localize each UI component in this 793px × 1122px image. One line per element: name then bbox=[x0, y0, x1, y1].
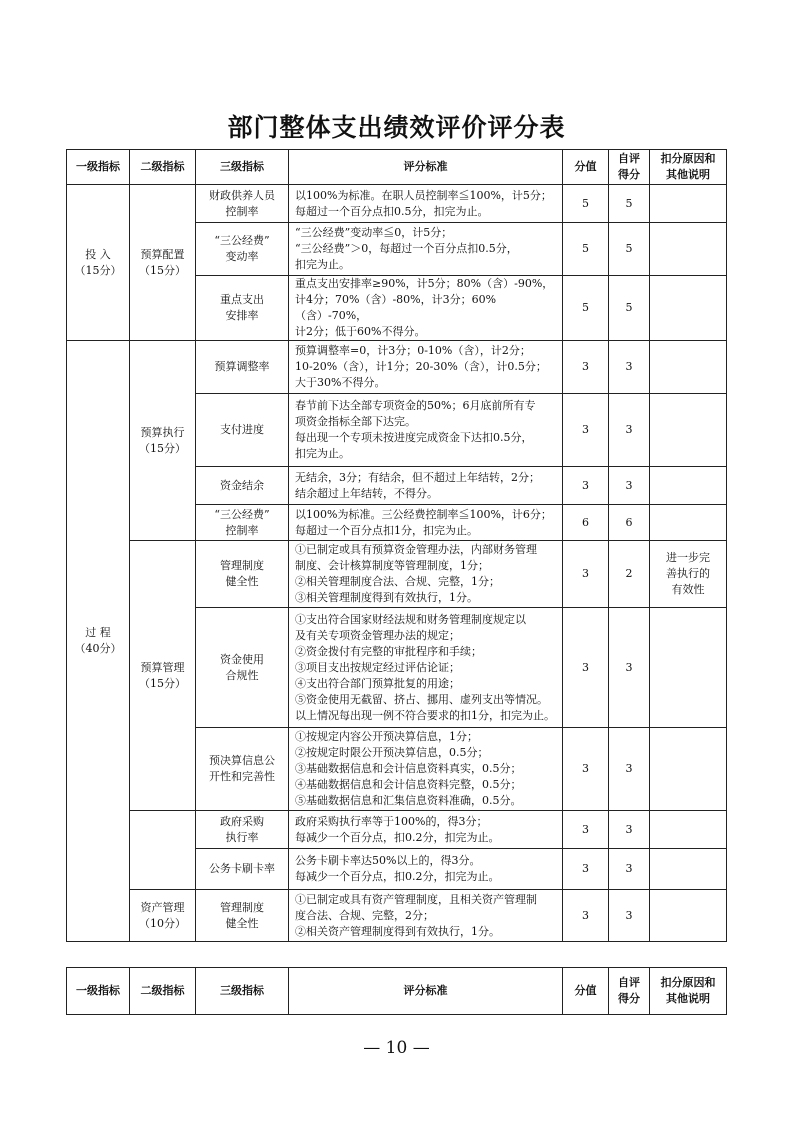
group-budget-config: 预算配置 （15分） bbox=[130, 185, 196, 341]
group-input: 投 入 （15分） bbox=[67, 185, 130, 341]
header-self-score: 自评 得分 bbox=[609, 968, 650, 1015]
table-header-row bbox=[67, 968, 727, 1015]
standard-cell: 重点支出安排率≥90%，计5分；80%（含）-90%， 计4分；70%（含）-80%，计3分；60%（含）-70%， 计2分；低于60%不得分。 bbox=[289, 276, 563, 341]
note-cell bbox=[650, 467, 727, 505]
score-cell: 3 bbox=[563, 467, 609, 505]
header-reason: 扣分原因和 其他说明 bbox=[650, 968, 727, 1015]
header-level2: 二级指标 bbox=[130, 968, 196, 1015]
note-cell bbox=[650, 276, 727, 341]
self-score-cell: 5 bbox=[609, 223, 650, 276]
note-cell bbox=[650, 890, 727, 942]
page-title: 部门整体支出绩效评价评分表 bbox=[227, 113, 566, 142]
self-score-cell: 3 bbox=[609, 341, 650, 394]
header-self-score: 自评 得分 bbox=[609, 150, 650, 185]
score-cell: 3 bbox=[563, 728, 609, 811]
indicator-cell: 预决算信息公 开性和完善性 bbox=[196, 728, 289, 811]
indicator-cell: 重点支出 安排率 bbox=[196, 276, 289, 341]
score-cell: 3 bbox=[563, 394, 609, 467]
self-score-cell: 3 bbox=[609, 608, 650, 728]
self-score-cell: 3 bbox=[609, 467, 650, 505]
score-cell: 3 bbox=[563, 541, 609, 608]
group-budget-exec: 预算执行 （15分） bbox=[130, 341, 196, 541]
group-empty bbox=[130, 811, 196, 890]
standard-cell: 预算调整率=0，计3分；0-10%（含），计2分； 10-20%（含），计1分；20-30%（含），计0.5分； 大于30%不得分。 bbox=[289, 341, 563, 394]
header-level1: 一级指标 bbox=[67, 968, 130, 1015]
note-cell bbox=[650, 341, 727, 394]
self-score-cell: 3 bbox=[609, 890, 650, 942]
standard-cell: ①已制定或具有预算资金管理办法，内部财务管理 制度、会计核算制度等管理制度，1分； ②相关管理制度合法、合规、完整，1分； ③相关管理制度得到有效执行，1分。 bbox=[289, 541, 563, 608]
indicator-cell: 管理制度 健全性 bbox=[196, 541, 289, 608]
header-score: 分值 bbox=[563, 968, 609, 1015]
standard-cell: 以100%为标准。三公经费控制率≦100%，计6分； 每超过一个百分点扣1分，扣完为止。 bbox=[289, 505, 563, 541]
table-row bbox=[67, 541, 727, 608]
header-level3: 三级指标 bbox=[196, 150, 289, 185]
standard-cell: ①按规定内容公开预决算信息，1分； ②按规定时限公开预决算信息，0.5分； ③基础数据信息和会计信息资料真实，0.5分； ④基础数据信息和会计信息资料完整，0.5分； ⑤基础数据信息和汇集信息资料准确，0.5分。 bbox=[289, 728, 563, 811]
note-cell bbox=[650, 811, 727, 849]
indicator-cell: 公务卡刷卡率 bbox=[196, 849, 289, 890]
continued-table-header bbox=[66, 967, 727, 1015]
indicator-cell: “三公经费” 控制率 bbox=[196, 505, 289, 541]
header-standard: 评分标准 bbox=[289, 150, 563, 185]
standard-cell: “三公经费”变动率≦0，计5分； “三公经费”＞0，每超过一个百分点扣0.5分， 扣完为止。 bbox=[289, 223, 563, 276]
note-cell: 进一步完 善执行的 有效性 bbox=[650, 541, 727, 608]
table-row bbox=[67, 341, 727, 394]
header-level2: 二级指标 bbox=[130, 150, 196, 185]
score-cell: 3 bbox=[563, 849, 609, 890]
standard-cell: 以100%为标准。在职人员控制率≦100%，计5分； 每超过一个百分点扣0.5分，扣完为止。 bbox=[289, 185, 563, 223]
standard-cell: ①已制定或具有资产管理制度，且相关资产管理制 度合法、合规、完整，2分； ②相关资产管理制度得到有效执行，1分。 bbox=[289, 890, 563, 942]
self-score-cell: 3 bbox=[609, 394, 650, 467]
standard-cell: ①支出符合国家财经法规和财务管理制度规定以 及有关专项资金管理办法的规定； ②资金拨付有完整的审批程序和手续； ③项目支出按规定经过评估论证； ④支出符合部门预算批复的用途； ⑤资金使用无截留、挤占、挪用、虚列支出等情况。 以上情况每出现一例不符合要求的扣1分，扣完为止。 bbox=[289, 608, 563, 728]
score-cell: 3 bbox=[563, 890, 609, 942]
standard-cell: 春节前下达全部专项资金的50%；6月底前所有专 项资金指标全部下达完。 每出现一个专项未按进度完成资金下达扣0.5分， 扣完为止。 bbox=[289, 394, 563, 467]
table-row bbox=[67, 185, 727, 223]
table-header-row bbox=[67, 150, 727, 185]
standard-cell: 无结余，3分；有结余，但不超过上年结转，2分； 结余超过上年结转，不得分。 bbox=[289, 467, 563, 505]
header-standard: 评分标准 bbox=[289, 968, 563, 1015]
note-cell bbox=[650, 394, 727, 467]
indicator-cell: 资金使用 合规性 bbox=[196, 608, 289, 728]
header-score: 分值 bbox=[563, 150, 609, 185]
note-cell bbox=[650, 849, 727, 890]
header-level3: 三级指标 bbox=[196, 968, 289, 1015]
self-score-cell: 3 bbox=[609, 849, 650, 890]
score-cell: 5 bbox=[563, 185, 609, 223]
page-number: — 10 — bbox=[363, 1038, 430, 1058]
header-level1: 一级指标 bbox=[67, 150, 130, 185]
scoring-table bbox=[66, 149, 727, 942]
score-cell: 3 bbox=[563, 608, 609, 728]
note-cell bbox=[650, 223, 727, 276]
standard-cell: 政府采购执行率等于100%的，得3分； 每减少一个百分点，扣0.2分，扣完为止。 bbox=[289, 811, 563, 849]
note-cell bbox=[650, 728, 727, 811]
score-cell: 5 bbox=[563, 276, 609, 341]
score-cell: 5 bbox=[563, 223, 609, 276]
score-cell: 6 bbox=[563, 505, 609, 541]
table-row bbox=[67, 890, 727, 942]
self-score-cell: 5 bbox=[609, 185, 650, 223]
indicator-cell: 资金结余 bbox=[196, 467, 289, 505]
self-score-cell: 6 bbox=[609, 505, 650, 541]
self-score-cell: 3 bbox=[609, 811, 650, 849]
note-cell bbox=[650, 505, 727, 541]
table-row bbox=[67, 811, 727, 849]
self-score-cell: 3 bbox=[609, 728, 650, 811]
standard-cell: 公务卡刷卡率达50%以上的，得3分。 每减少一个百分点，扣0.2分，扣完为止。 bbox=[289, 849, 563, 890]
group-asset-mgmt: 资产管理 （10分） bbox=[130, 890, 196, 942]
indicator-cell: 支付进度 bbox=[196, 394, 289, 467]
group-budget-mgmt: 预算管理 （15分） bbox=[130, 541, 196, 811]
indicator-cell: 预算调整率 bbox=[196, 341, 289, 394]
self-score-cell: 5 bbox=[609, 276, 650, 341]
group-process: 过 程 （40分） bbox=[67, 341, 130, 942]
indicator-cell: “三公经费” 变动率 bbox=[196, 223, 289, 276]
indicator-cell: 财政供养人员 控制率 bbox=[196, 185, 289, 223]
indicator-cell: 管理制度 健全性 bbox=[196, 890, 289, 942]
score-cell: 3 bbox=[563, 811, 609, 849]
note-cell bbox=[650, 185, 727, 223]
note-cell bbox=[650, 608, 727, 728]
self-score-cell: 2 bbox=[609, 541, 650, 608]
score-cell: 3 bbox=[563, 341, 609, 394]
indicator-cell: 政府采购 执行率 bbox=[196, 811, 289, 849]
header-reason: 扣分原因和 其他说明 bbox=[650, 150, 727, 185]
